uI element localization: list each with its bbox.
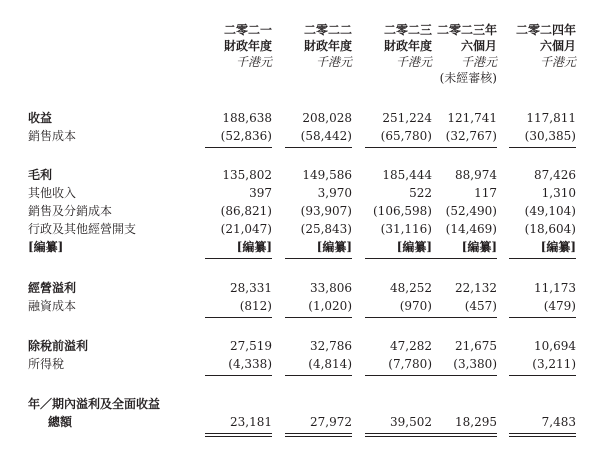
cell-value: 117,811	[526, 111, 576, 125]
cell-value: 397	[249, 186, 272, 200]
row-label: 除稅前溢利	[28, 339, 89, 353]
subtotal-rule	[205, 258, 272, 259]
cell-value: 47,282	[390, 339, 432, 353]
subtotal-rule	[365, 147, 432, 148]
cell-value: 117	[474, 186, 497, 200]
cell-value: 88,974	[455, 168, 497, 182]
cell-value: [編纂]	[540, 240, 576, 254]
table-row	[0, 185, 601, 201]
cell-value: 121,741	[447, 111, 497, 125]
subtotal-rule	[205, 147, 272, 148]
total-double-rule	[509, 433, 576, 437]
cell-value: (52,490)	[445, 204, 497, 218]
row-label: 銷售成本	[28, 129, 77, 143]
cell-value: [編纂]	[461, 240, 497, 254]
table-row	[0, 203, 601, 219]
cell-value: 208,028	[302, 111, 352, 125]
subtotal-rule	[205, 317, 272, 318]
row-label: 融資成本	[28, 299, 77, 313]
column-title: 六個月	[460, 39, 497, 53]
subtotal-rule	[509, 317, 576, 318]
cell-value: 251,224	[382, 111, 432, 125]
cell-value: [編纂]	[316, 240, 352, 254]
cell-value: (457)	[464, 299, 497, 313]
cell-value: 11,173	[534, 281, 576, 295]
cell-value: 27,519	[230, 339, 272, 353]
table-row	[0, 128, 601, 144]
cell-value: (31,116)	[380, 222, 432, 236]
cell-value: 48,252	[390, 281, 432, 295]
table-row	[0, 280, 601, 296]
table-row	[0, 338, 601, 354]
subtotal-rule	[285, 317, 352, 318]
cell-value: (106,598)	[373, 204, 432, 218]
row-label: 其他收入	[28, 186, 77, 200]
unit-label: 千港元	[460, 55, 497, 69]
cell-value: 28,331	[230, 281, 272, 295]
column-title: 二零二三	[383, 23, 432, 37]
row-label: [編纂]	[28, 240, 64, 254]
total-double-rule	[365, 433, 432, 437]
cell-value: (21,047)	[220, 222, 272, 236]
cell-value: (52,836)	[220, 129, 272, 143]
unit-label: 千港元	[235, 55, 272, 69]
table-row	[0, 396, 601, 412]
cell-value: (3,380)	[453, 357, 497, 371]
cell-value: (86,821)	[220, 204, 272, 218]
cell-value: (18,604)	[524, 222, 576, 236]
table-row	[0, 356, 601, 372]
subtotal-rule	[509, 375, 576, 376]
cell-value: (4,814)	[308, 357, 352, 371]
subtotal-rule	[430, 147, 497, 148]
total-double-rule	[430, 433, 497, 437]
table-row	[0, 110, 601, 126]
subtotal-rule	[365, 375, 432, 376]
cell-value: 149,586	[302, 168, 352, 182]
cell-value: (93,907)	[300, 204, 352, 218]
column-title: 財政年度	[383, 39, 432, 53]
subtotal-rule	[509, 147, 576, 148]
cell-value: (812)	[239, 299, 272, 313]
cell-value: (1,020)	[308, 299, 352, 313]
column-title: 六個月	[539, 39, 576, 53]
cell-value: (49,104)	[524, 204, 576, 218]
column-title: 二零二一	[223, 23, 272, 37]
cell-value: 33,806	[310, 281, 352, 295]
cell-value: [編纂]	[396, 240, 432, 254]
column-title: 財政年度	[223, 39, 272, 53]
cell-value: 135,802	[222, 168, 272, 182]
column-title: 二零二四年	[515, 23, 576, 37]
subtotal-rule	[285, 375, 352, 376]
subtotal-rule	[205, 375, 272, 376]
column-header	[486, 22, 576, 70]
subtotal-rule	[509, 258, 576, 259]
cell-value: (25,843)	[300, 222, 352, 236]
cell-value: 1,310	[541, 186, 576, 200]
table-row	[0, 239, 601, 255]
cell-value: 10,694	[534, 339, 576, 353]
cell-value: 23,181	[230, 415, 272, 429]
row-label: 年／期內溢利及全面收益	[28, 397, 161, 411]
row-label: 經營溢利	[28, 281, 77, 295]
cell-value: 522	[409, 186, 432, 200]
cell-value: 32,786	[310, 339, 352, 353]
table-row	[0, 167, 601, 183]
subtotal-rule	[430, 258, 497, 259]
cell-value: 21,675	[455, 339, 497, 353]
cell-value: (65,780)	[380, 129, 432, 143]
cell-value: (970)	[399, 299, 432, 313]
column-header	[407, 22, 497, 86]
cell-value: [編纂]	[236, 240, 272, 254]
cell-value: 39,502	[390, 415, 432, 429]
cell-value: 3,970	[317, 186, 352, 200]
cell-value: (479)	[543, 299, 576, 313]
cell-value: (14,469)	[445, 222, 497, 236]
row-label: 總額	[48, 415, 73, 429]
cell-value: (4,338)	[228, 357, 272, 371]
row-label: 行政及其他經營開支	[28, 222, 137, 236]
total-double-rule	[205, 433, 272, 437]
cell-value: (30,385)	[524, 129, 576, 143]
cell-value: 22,132	[455, 281, 497, 295]
subtotal-rule	[365, 317, 432, 318]
subtotal-rule	[430, 375, 497, 376]
cell-value: 185,444	[382, 168, 432, 182]
unit-label: 千港元	[315, 55, 352, 69]
row-label: 毛利	[28, 168, 53, 182]
cell-value: 18,295	[455, 415, 497, 429]
unit-label: 千港元	[395, 55, 432, 69]
row-label: 收益	[28, 111, 53, 125]
cell-value: (58,442)	[300, 129, 352, 143]
cell-value: 27,972	[310, 415, 352, 429]
table-row	[0, 298, 601, 314]
column-header	[262, 22, 352, 70]
cell-value: (3,211)	[532, 357, 576, 371]
cell-value: (32,767)	[445, 129, 497, 143]
unaudited-note: (未經審核)	[439, 71, 497, 85]
cell-value: 188,638	[222, 111, 272, 125]
row-label: 所得稅	[28, 357, 65, 371]
column-title: 二零二三年	[436, 23, 497, 37]
cell-value: 7,483	[541, 415, 576, 429]
cell-value: (7,780)	[388, 357, 432, 371]
subtotal-rule	[285, 147, 352, 148]
subtotal-rule	[285, 258, 352, 259]
subtotal-rule	[365, 258, 432, 259]
row-label: 銷售及分銷成本	[28, 204, 113, 218]
unit-label: 千港元	[539, 55, 576, 69]
column-title: 財政年度	[303, 39, 352, 53]
column-header	[182, 22, 272, 70]
total-double-rule	[285, 433, 352, 437]
subtotal-rule	[430, 317, 497, 318]
column-title: 二零二二	[303, 23, 352, 37]
table-row	[0, 414, 601, 430]
cell-value: 87,426	[534, 168, 576, 182]
table-row	[0, 221, 601, 237]
